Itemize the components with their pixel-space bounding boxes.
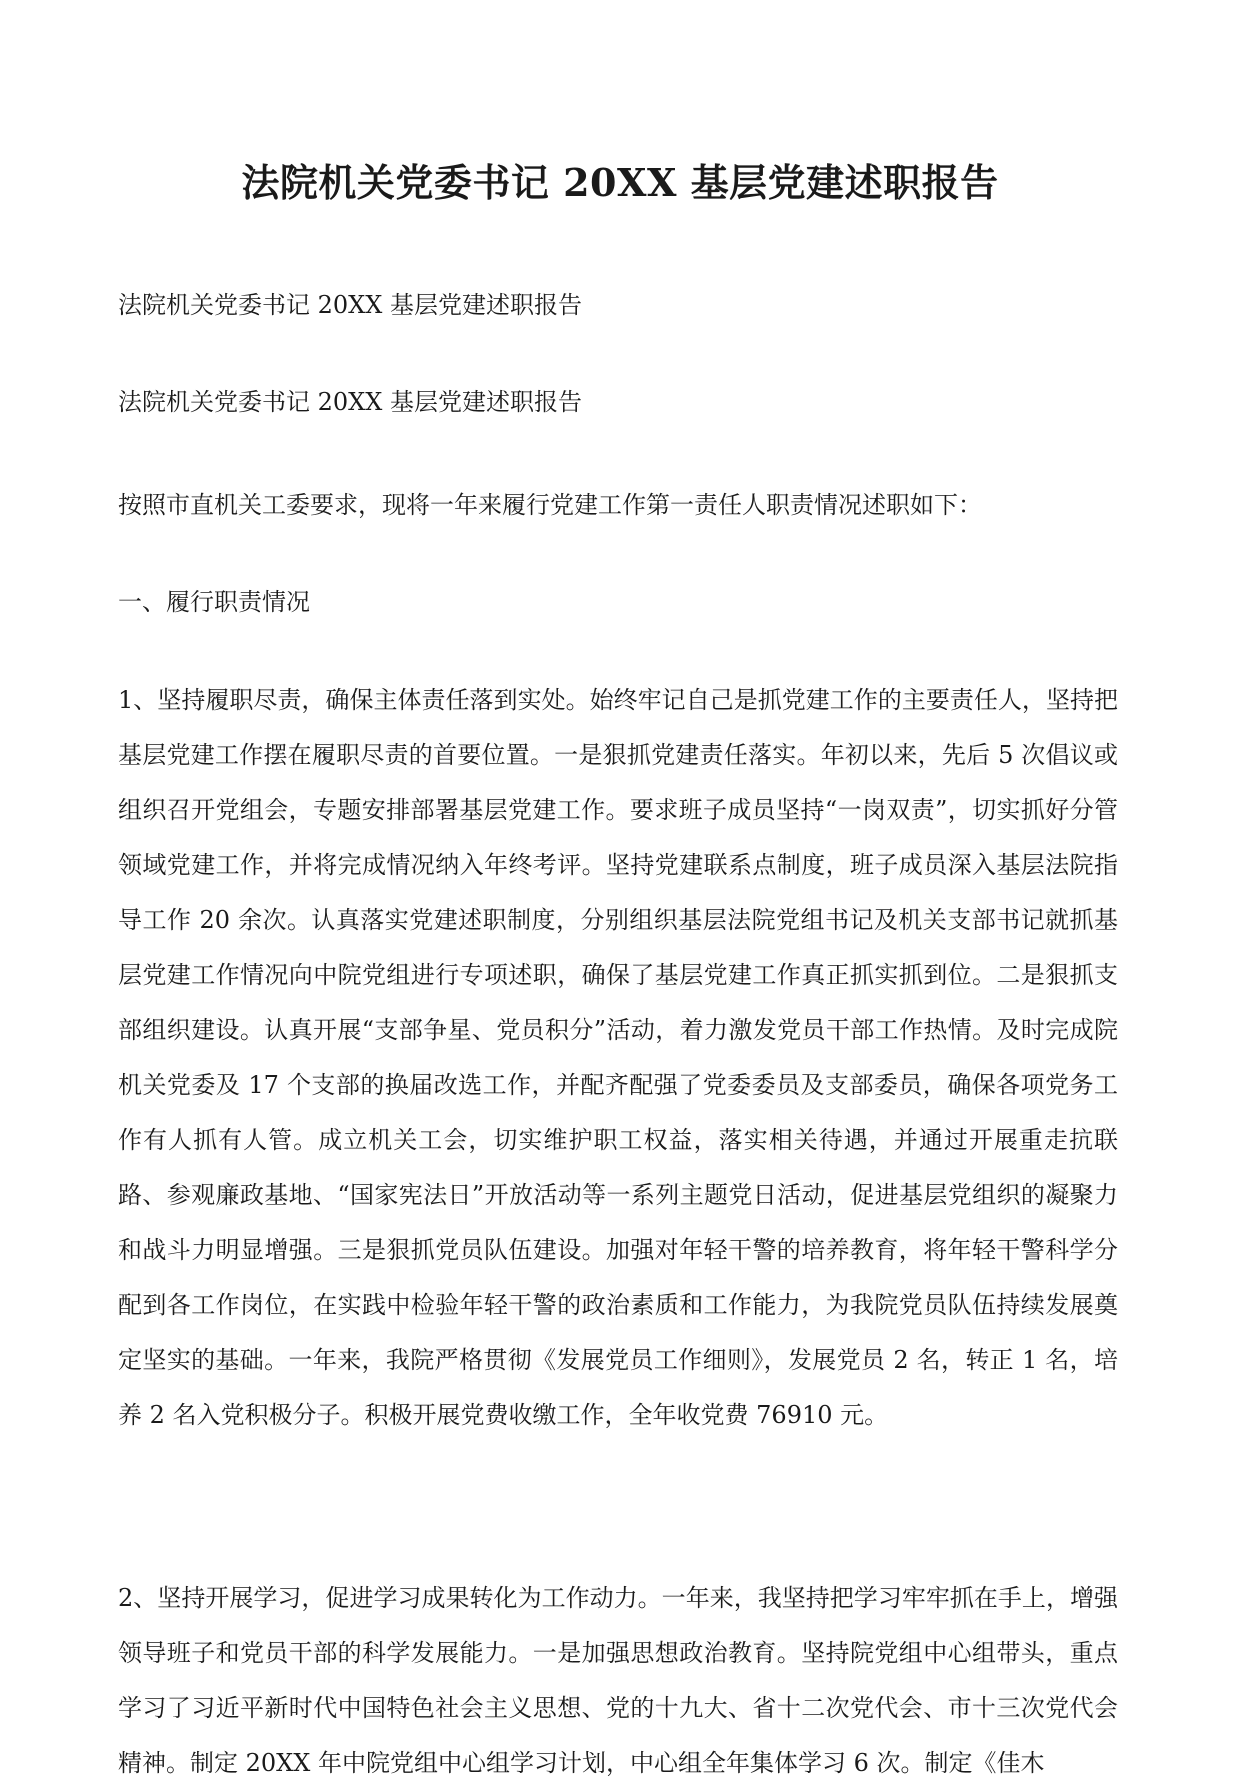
document-subtitle-2: 法院机关党委书记 20XX 基层党建述职报告: [118, 388, 582, 416]
document-title: 法院机关党委书记 20XX 基层党建述职报告: [241, 160, 999, 205]
document-subtitle-1: 法院机关党委书记 20XX 基层党建述职报告: [118, 291, 582, 319]
section-heading: 一、履行职责情况: [118, 588, 310, 616]
intro-paragraph: 按照市直机关工委要求，现将一年来履行党建工作第一责任人职责情况述职如下：: [118, 491, 982, 519]
body-paragraph-2: 2、坚持开展学习，促进学习成果转化为工作动力。一年来，我坚持把学习牢牢抓在手上，增强领导班子和党员干部的科学发展能力。一是加强思想政治教育。坚持院党组中心组带头，重点学习了习近平新时代中国特色社会主义思想、党的十九大、省十二次党代会、市十三次党代会精神。制定 20XX 年中院党组中心组学习计划，中心组全年集体学习 6 次。制定《佳木: [118, 1584, 1118, 1777]
body-paragraph-1: 1、坚持履职尽责，确保主体责任落到实处。始终牢记自己是抓党建工作的主要责任人，坚持把基层党建工作摆在履职尽责的首要位置。一是狠抓党建责任落实。年初以来，先后 5 次倡议或组织召开党组会，专题安排部署基层党建工作。要求班子成员坚持“一岗双责”，切实抓好分管领域党建工作，并将完成情况纳入年终考评。坚持党建联系点制度，班子成员深入基层法院指导工作 20 余次。认真落实党建述职制度，分别组织基层法院党组书记及机关支部书记就抓基层党建工作情况向中院党组进行专项述职，确保了基层党建工作真正抓实抓到位。二是狠抓支部组织建设。认真开展“支部争星、党员积分”活动，着力激发党员干部工作热情。及时完成院机关党委及 17 个支部的换届改选工作，并配齐配强了党委委员及支部委员，确保各项党务工作有人抓有人管。成立机关工会，切实维护职工权益，落实相关待遇，并通过开展重走抗联路、参观廉政基地、“国家宪法日”开放活动等一系列主题党日活动，促进基层党组织的凝聚力和战斗力明显增强。三是狠抓党员队伍建设。加强对年轻干警的培养教育，将年轻干警科学分配到各工作岗位，在实践中检验年轻干警的政治素质和工作能力，为我院党员队伍持续发展奠定坚实的基础。一年来，我院严格贯彻《发展党员工作细则》，发展党员 2 名，转正 1 名，培养 2 名入党积极分子。积极开展党费收缴工作，全年收党费 76910 元。: [118, 686, 1118, 1429]
